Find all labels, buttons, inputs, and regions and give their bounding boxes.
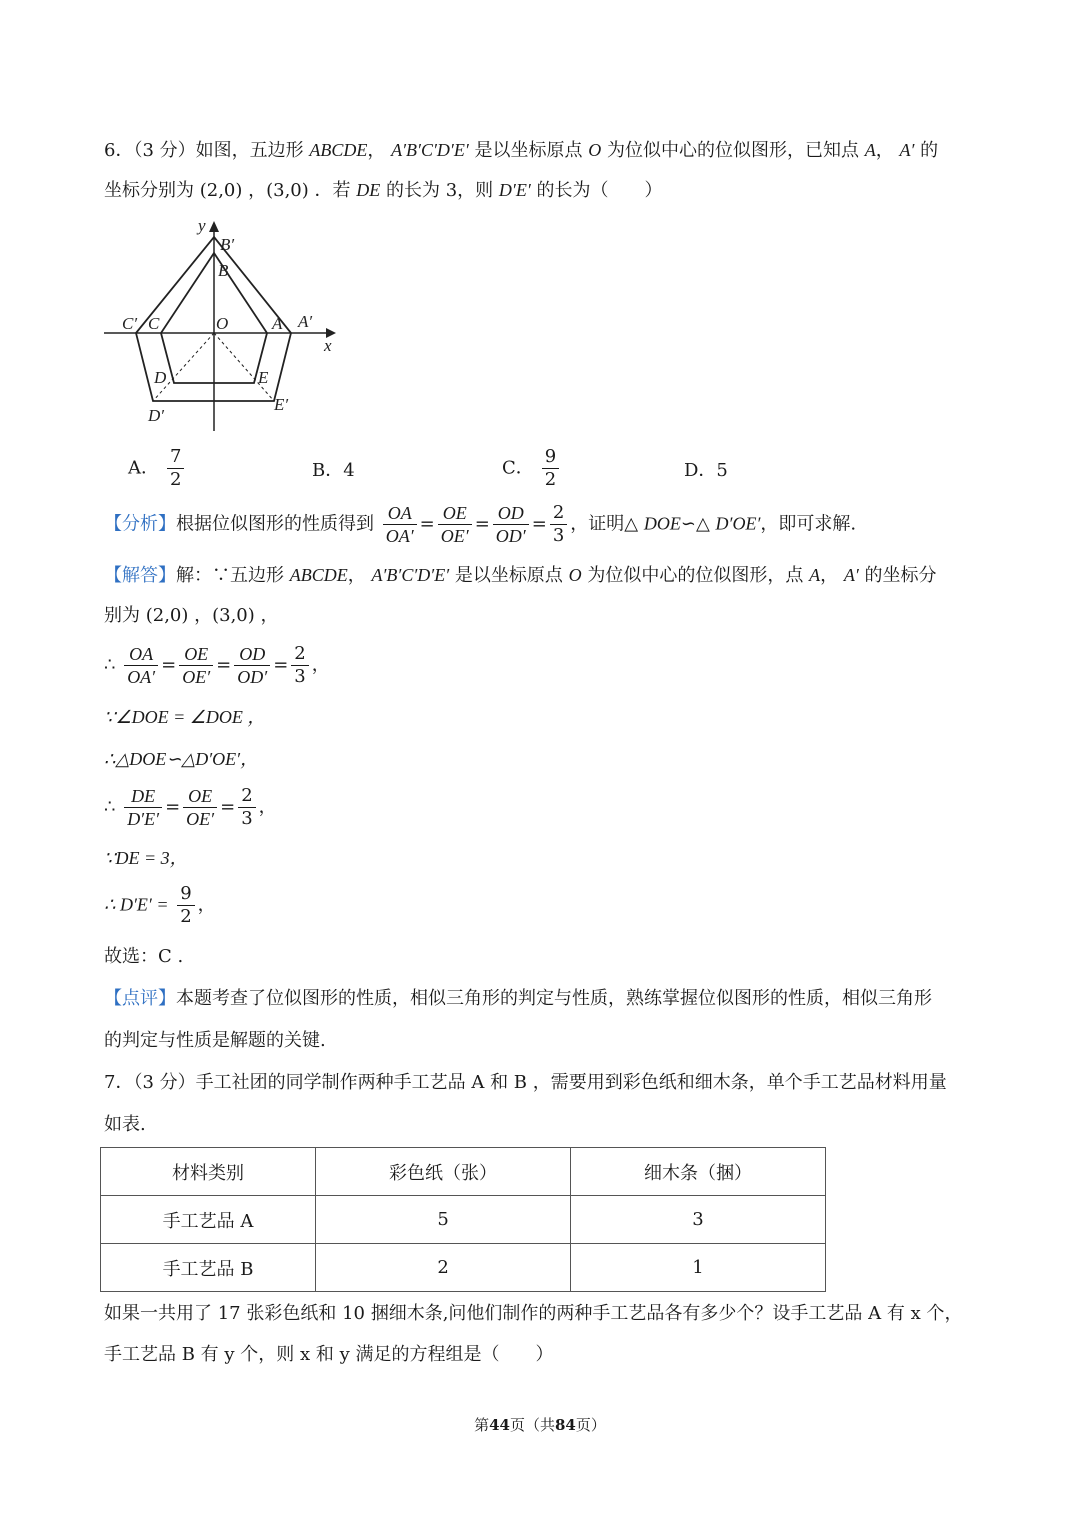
option-a-fraction: $\frac{7}{2}$ xyxy=(167,446,184,491)
option-d[interactable]: D．5 xyxy=(684,460,728,481)
solution-line4: ∵∠DOE = ∠DOE ， xyxy=(104,707,266,727)
solution-line3: ∴ $\frac{OA}{OA'}$ = $\frac{OE}{OE'}$ = $\frac{OD}{OD'}$ = $\frac{2}{3}$ ， xyxy=(104,643,330,687)
comment-line2: 的判定与性质是解题的关键. xyxy=(104,1030,326,1051)
solution-line6: ∴ $\frac{DE}{D'E'}$ = $\frac{OE}{OE'}$ = $\frac{2}{3}$ ， xyxy=(104,785,277,829)
solution-line7: ∵DE = 3， xyxy=(104,848,188,868)
solution-line2: 别为 (2,0) ，(3,0) ， xyxy=(104,605,279,626)
solution-line1: 【解答】解：∵五边形 ABCDE， A′B′C′D′E′ 是以坐标原点 O 为位似中心的位似图形，点 A， A′ 的坐标分 xyxy=(104,565,937,586)
table-cell: 手工艺品 B xyxy=(101,1244,316,1292)
page-total: 84 xyxy=(555,1416,576,1434)
label-D2: D′ xyxy=(148,406,164,425)
option-c[interactable]: C． $\frac{9}{2}$ xyxy=(502,446,562,491)
label-A: A xyxy=(272,314,283,333)
option-c-fraction: $\frac{9}{2}$ xyxy=(542,446,559,491)
solution-line5: ∴△DOE∽△D′OE′， xyxy=(104,749,259,769)
table-cell: 1 xyxy=(571,1244,826,1292)
label-y: y xyxy=(198,216,206,235)
label-B: B xyxy=(218,261,229,280)
table-cell: 3 xyxy=(571,1196,826,1244)
solution-line8: ∴ D′E′ = $\frac{9}{2}$ ， xyxy=(104,883,216,927)
page-footer: 第44页（共84页） xyxy=(474,1416,606,1434)
pentagon-figure xyxy=(104,215,344,435)
dashed-od xyxy=(153,333,214,401)
label-C2: C′ xyxy=(122,314,138,333)
table-header-cell: 彩色纸（张） xyxy=(316,1148,571,1196)
label-O: O xyxy=(216,314,229,333)
q7-line4: 手工艺品 B 有 y 个，则 x 和 y 满足的方程组是（ ） xyxy=(104,1344,554,1365)
table-row xyxy=(101,1244,826,1292)
table-header-cell: 细木条（捆） xyxy=(571,1148,826,1196)
solution-tag: 【解答】 xyxy=(104,565,176,586)
q6-line1: 6．（3 分）如图，五边形 ABCDE， A′B′C′D′E′ 是以坐标原点 O 为位似中心的位似图形，已知点 A， A′ 的 xyxy=(104,140,939,161)
label-C: C xyxy=(148,314,160,333)
label-E2: E′ xyxy=(274,395,289,414)
table-header-row xyxy=(101,1148,826,1196)
table-row xyxy=(101,1196,826,1244)
comment-tag: 【点评】 xyxy=(104,988,176,1009)
analysis-line: 【分析】根据位似图形的性质得到 $\frac{OA}{OA'}$ = $\frac{OE}{OE'}$ = $\frac{OD}{OD'}$ = $\frac{2}{3}$ ，证明△ DOE∽△ D′OE′，即可求解. xyxy=(104,502,857,546)
analysis-tag: 【分析】 xyxy=(104,513,176,535)
label-E: E xyxy=(258,368,269,387)
table-cell: 2 xyxy=(316,1244,571,1292)
q6-line2: 坐标分别为 (2,0) ，(3,0) ．若 DE 的长为 3，则 D′E′ 的长为（ ） xyxy=(104,180,663,201)
label-x: x xyxy=(324,336,332,355)
solution-line9: 故选：C . xyxy=(104,946,184,967)
y-axis-arrow xyxy=(209,221,219,232)
table-header-cell: 材料类别 xyxy=(101,1148,316,1196)
label-B2: B′ xyxy=(220,235,235,254)
option-b[interactable]: B．4 xyxy=(312,460,355,481)
label-A2: A′ xyxy=(298,312,313,331)
label-D: D xyxy=(154,368,167,387)
q7-line3: 如果一共用了 17 张彩色纸和 10 捆细木条,问他们制作的两种手工艺品各有多少个？设手工艺品 A 有 x 个， xyxy=(104,1303,963,1324)
comment-line1: 【点评】本题考查了位似图形的性质，相似三角形的判定与性质，熟练掌握位似图形的性质，相似三角形 xyxy=(104,988,932,1009)
materials-table xyxy=(100,1147,826,1292)
page-number: 44 xyxy=(489,1416,510,1434)
q7-line1: 7．（3 分）手工社团的同学制作两种手工艺品 A 和 B ，需要用到彩色纸和细木条，单个手工艺品材料用量 xyxy=(104,1072,947,1093)
q7-line2: 如表. xyxy=(104,1114,146,1135)
option-a[interactable]: A． $\frac{7}{2}$ xyxy=(128,446,187,491)
table-cell: 手工艺品 A xyxy=(101,1196,316,1244)
table-cell: 5 xyxy=(316,1196,571,1244)
